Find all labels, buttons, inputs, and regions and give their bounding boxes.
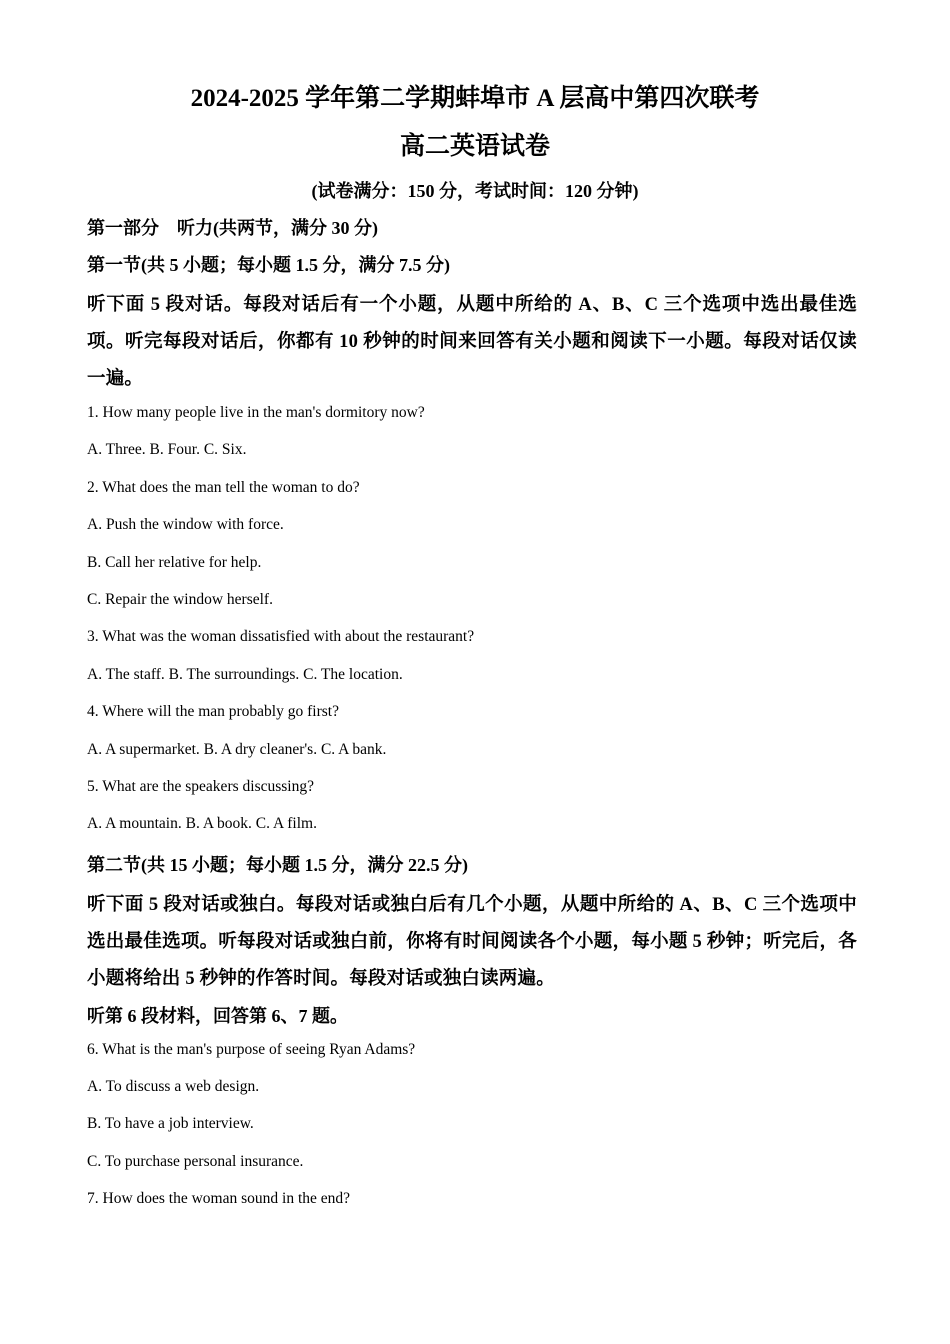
- exam-title: 2024-2025 学年第二学期蚌埠市 A 层高中第四次联考: [190, 85, 760, 112]
- question-line: 6. What is the man's purpose of seeing Ryan Adams?: [87, 1040, 416, 1058]
- option-line: C. Repair the window herself.: [87, 590, 273, 608]
- section2-questions: [87, 1039, 857, 1211]
- section1-heading: 第一节(共 5 小题；每小题 1.5 分，满分 7.5 分): [87, 255, 450, 275]
- section2-heading: 第二节(共 15 小题；每小题 1.5 分，满分 22.5 分): [87, 854, 468, 875]
- exam-content: [87, 214, 857, 1226]
- option-line: B. Call her relative for help.: [87, 553, 262, 571]
- exam-meta: (试卷满分：150 分，考试时间：120 分钟): [311, 181, 639, 201]
- section2-instructions: 听下面 5 段对话或独白。每段对话或独白后有几个小题，从题中所给的 A、B、C 三个选项中选出最佳选项。听每段对话或独白前，你将有时间阅读各个小题，每小题 5 秒钟；听完后，各小题将给出 5 秒钟的作答时间。每段对话或独白读两遍。: [87, 894, 857, 989]
- material-heading: 听第 6 段材料，回答第 6、7 题。: [87, 1005, 348, 1026]
- question-line: 5. What are the speakers discussing?: [87, 777, 314, 795]
- question-line: 1. How many people live in the man's dormitory now?: [87, 404, 425, 421]
- option-line: A. A mountain. B. A book. C. A film.: [87, 815, 317, 833]
- option-line: A. A supermarket. B. A dry cleaner's. C. A bank.: [87, 740, 387, 758]
- option-line: A. Three. B. Four. C. Six.: [87, 441, 247, 459]
- option-line: A. The staff. B. The surroundings. C. The location.: [87, 665, 403, 683]
- option-line: A. Push the window with force.: [87, 516, 284, 534]
- option-line: C. To purchase personal insurance.: [87, 1152, 304, 1170]
- section1-questions: [87, 402, 857, 835]
- option-line: A. To discuss a web design.: [87, 1078, 260, 1096]
- exam-subtitle: 高二英语试卷: [399, 133, 550, 160]
- option-line: B. To have a job interview.: [87, 1115, 254, 1133]
- question-line: 4. Where will the man probably go first?: [87, 703, 339, 721]
- part1-heading: 第一部分 听力(共两节，满分 30 分): [87, 218, 378, 238]
- question-line: 7. How does the woman sound in the end?: [87, 1190, 351, 1208]
- section1-instructions: 听下面 5 段对话。每段对话后有一个小题，从题中所给的 A、B、C 三个选项中选出最佳选项。听完每段对话后，你都有 10 秒钟的时间来回答有关小题和阅读下一小题。每段对话仅读一遍。: [87, 295, 857, 389]
- question-line: 3. What was the woman dissatisfied with about the restaurant?: [87, 628, 475, 646]
- question-line: 2. What does the man tell the woman to do?: [87, 478, 360, 496]
